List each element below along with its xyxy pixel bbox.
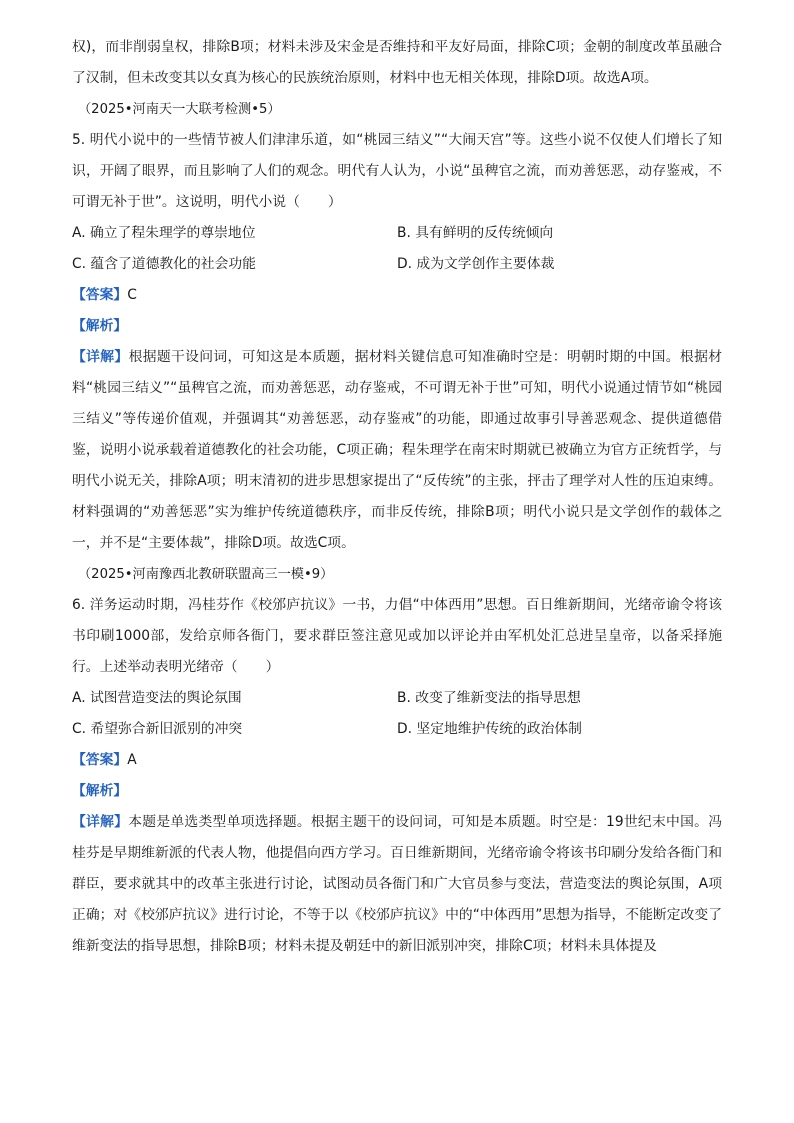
option-b: B. 改变了维新变法的指导思想 xyxy=(397,690,581,706)
analysis-line xyxy=(72,311,722,342)
analysis-line xyxy=(72,776,722,807)
option-d: D. 成为文学创作主要体裁 xyxy=(397,256,555,272)
question-stem-close: ） xyxy=(265,659,280,675)
analysis-tag: 【解析】 xyxy=(72,318,128,334)
option-c: C. 蕴含了道德教化的社会功能 xyxy=(72,256,256,272)
detail-tag: 【详解】 xyxy=(72,349,129,365)
answer-options xyxy=(72,683,722,745)
detail-tag: 【详解】 xyxy=(72,814,129,830)
question-stem-text: 6. 洋务运动时期，冯桂芬作《校邠庐抗议》一书，力倡“中体西用”思想。百日维新期间，光绪帝谕令将该书印刷1000部，发给京师各衙门，要求群臣签注意见或加以评论并由军机处汇总进呈皇帝，以备采择施行。上述举动表明光绪帝（ xyxy=(72,597,722,675)
answer-tag: 【答案】 xyxy=(72,287,128,303)
option-d: D. 坚定地维护传统的政治体制 xyxy=(397,721,582,737)
answer-line xyxy=(72,280,722,311)
option-a: A. 试图营造变法的舆论氛围 xyxy=(72,690,242,706)
detail-explanation xyxy=(72,807,722,962)
question-source: （2025•河南天一大联考检测•5） xyxy=(78,102,281,117)
detail-explanation xyxy=(72,342,722,559)
previous-analysis-continuation: 权)，而非削弱皇权，排除B项；材料未涉及宋金是否维持和平友好局面，排除C项；金朝的制度改革虽融合了汉制，但未改变其以女真为核心的民族统治原则，材料中也无相关体现，排除D项。故选A项。 xyxy=(72,39,722,86)
detail-text: 本题是单选类型单项选择题。根据主题干的设问词，可知是本质题。时空是：19世纪末中国。冯桂芬是早期维新派的代表人物，他提倡向西方学习。百日维新期间，光绪帝谕令将该书印刷分发给各衙门和群臣，要求就其中的改革主张进行讨论，试图动员各衙门和广大官员参与变法，营造变法的舆论氛围，A项正确；对《校邠庐抗议》进行讨论，不等于以《校邠庐抗议》中的“中体西用”思想为指导，不能断定改变了维新变法的指导思想，排除B项；材料未提及朝廷中的新旧派别冲突，排除C项；材料未具体提及 xyxy=(72,814,722,954)
question-stem xyxy=(72,125,722,218)
option-b: B. 具有鲜明的反传统倾向 xyxy=(397,225,554,241)
question-stem-close: ） xyxy=(327,194,342,210)
question-stem-text: 5. 明代小说中的一些情节被人们津津乐道，如“桃园三结义”“大闹天宫”等。这些小说不仅使人们增长了知识，开阔了眼界，而且影响了人们的观念。明代有人认为，小说“虽稗官之流，而劝善惩恶，动存鉴戒，不可谓无补于世”。这说明，明代小说（ xyxy=(72,132,722,210)
answer-options xyxy=(72,218,722,280)
question-source: （2025•河南豫西北教研联盟高三一模•9） xyxy=(78,567,334,582)
analysis-tag: 【解析】 xyxy=(72,783,128,799)
answer-line xyxy=(72,745,722,776)
option-c: C. 希望弥合新旧派别的冲突 xyxy=(72,721,243,737)
answer-value: C xyxy=(127,287,137,303)
answer-tag: 【答案】 xyxy=(72,752,128,768)
question-stem xyxy=(72,590,722,683)
option-a: A. 确立了程朱理学的尊崇地位 xyxy=(72,225,256,241)
detail-text: 根据题干设问词，可知这是本质题，据材料关键信息可知准确时空是：明朝时期的中国。根据材料“桃园三结义”“虽稗官之流，而劝善惩恶，动存鉴戒，不可谓无补于世”可知，明代小说通过情节如“桃园三结义”等传递价值观，并强调其“劝善惩恶，动存鉴戒”的功能，即通过故事引导善恶观念、提供道德借鉴，说明小说承载着道德教化的社会功能，C项正确；程朱理学在南宋时期就已被确立为官方正统哲学，与明代小说无关，排除A项；明末清初的进步思想家提出了“反传统”的主张，抨击了理学对人性的压迫束缚。材料强调的“劝善惩恶”实为维护传统道德秩序，而非反传统，排除B项；明代小说只是文学创作的载体之一，并不是“主要体裁”，排除D项。故选C项。 xyxy=(72,349,723,551)
answer-value: A xyxy=(127,752,137,768)
document-page xyxy=(72,32,722,962)
